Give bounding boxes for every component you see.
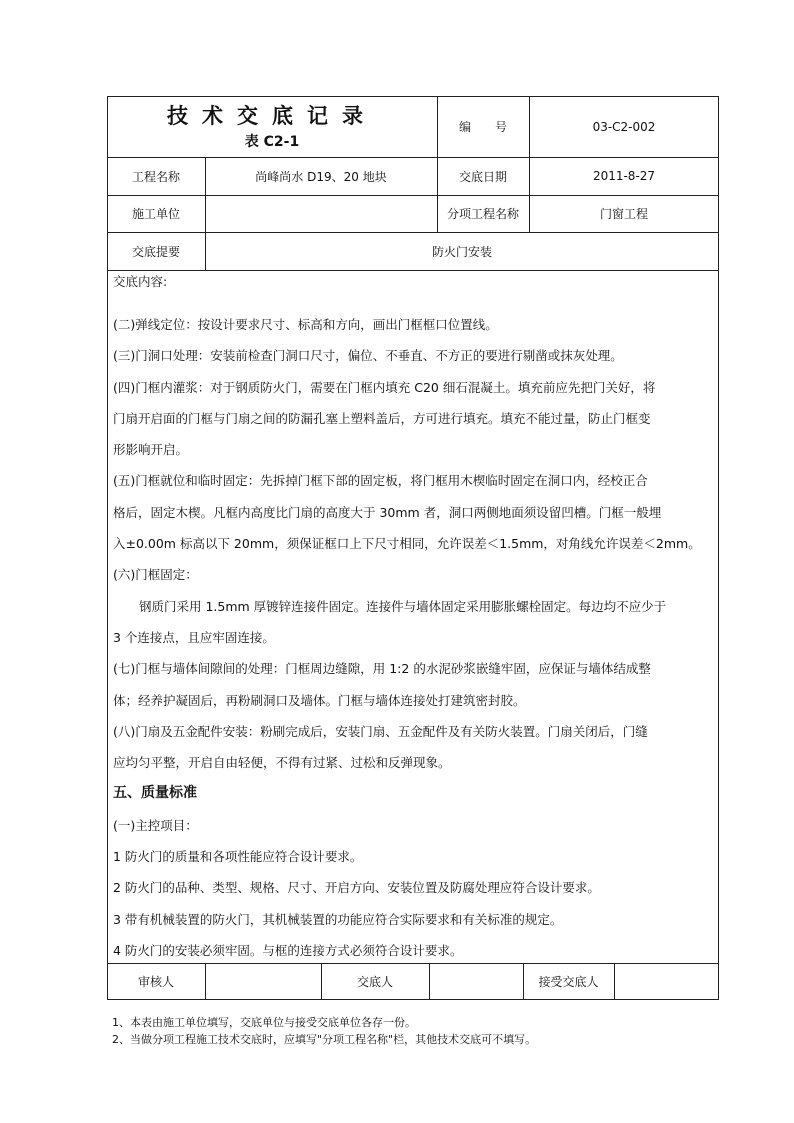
receiver-value bbox=[614, 963, 719, 1000]
form-number: 表 C2-1 bbox=[244, 134, 300, 150]
disclosure-content bbox=[113, 274, 715, 966]
row-divider bbox=[107, 270, 719, 271]
form-title: 技术交底记录 bbox=[167, 103, 377, 128]
content-label: 交底内容: bbox=[113, 274, 168, 289]
summary-label: 交底提要 bbox=[131, 244, 180, 259]
sub-project-label: 分项工程名称 bbox=[446, 207, 519, 221]
reviewer-value bbox=[205, 963, 321, 1000]
content-line: (四)门框内灌浆：对于钢质防火门，需要在门框内填充 C20 细石混凝土。填充前应先把门关好，将 bbox=[113, 379, 656, 395]
content-line: (六)门框固定： bbox=[113, 567, 198, 583]
summary-value: 防火门安装 bbox=[431, 244, 492, 259]
code-value: 03-C2-002 bbox=[592, 119, 656, 134]
footnotes bbox=[112, 1014, 536, 1048]
project-name-label: 工程名称 bbox=[131, 169, 180, 184]
code-label: 编 号 bbox=[458, 120, 507, 134]
content-line: 形影响开启。 bbox=[113, 442, 189, 458]
discloser-label: 交底人 bbox=[356, 975, 393, 989]
content-line: (八)门扇及五金配件安装：粉刷完成后，安装门扇、五金配件及有关防火装置。门扇关闭后，门缝 bbox=[113, 723, 648, 739]
content-line: 门扇开启面的门框与门扇之间的防漏孔塞上塑料盖后，方可进行填充。填充不能过量，防止门框变 bbox=[113, 410, 651, 426]
date-value: 2011-8-27 bbox=[592, 169, 656, 183]
content-line: 3 个连接点，且应牢固连接。 bbox=[113, 629, 275, 645]
reviewer-label: 审核人 bbox=[137, 975, 174, 989]
content-line: 1 防火门的质量和各项性能应符合设计要求。 bbox=[113, 849, 363, 865]
content-line: 4 防火门的安装必须牢固。与框的连接方式必须符合设计要求。 bbox=[113, 942, 463, 958]
content-line: 钢质门采用 1.5mm 厚镀锌连接件固定。连接件与墙体固定采用膨胀螺栓固定。每边均不应少于 bbox=[139, 598, 667, 614]
content-line: (三)门洞口处理：安装前检查门洞口尺寸，偏位、不垂直、不方正的要进行剔凿或抹灰处理。 bbox=[113, 348, 623, 364]
project-name-value: 尚峰尚水 D19、20 地块 bbox=[255, 169, 387, 184]
content-line: 体；经养护凝固后，再粉刷洞口及墙体。门框与墙体连接处打建筑密封胶。 bbox=[113, 692, 526, 708]
contractor-label: 施工单位 bbox=[131, 207, 180, 221]
content-line: (七)门框与墙体间隙间的处理：门框周边缝隙，用 1:2 的水泥砂浆嵌缝牢固，应保证与墙体结成整 bbox=[113, 661, 651, 677]
receiver-label: 接受交底人 bbox=[538, 975, 599, 989]
section-heading: 五、质量标准 bbox=[113, 785, 197, 802]
content-line: 3 带有机械装置的防火门，其机械装置的功能应符合实际要求和有关标准的规定。 bbox=[113, 911, 563, 927]
content-line: 2 防火门的品种、类型、规格、尺寸、开启方向、安装位置及防腐处理应符合设计要求。 bbox=[113, 880, 600, 896]
footnote: 2、当做分项工程施工技术交底时，应填写"分项工程名称"栏，其他技术交底可不填写。 bbox=[112, 1033, 537, 1046]
date-label: 交底日期 bbox=[458, 169, 507, 184]
content-line: 应均匀平整，开启自由轻便，不得有过紧、过松和反弹现象。 bbox=[113, 755, 451, 771]
discloser-value bbox=[429, 963, 523, 1000]
sub-project-value: 门窗工程 bbox=[599, 207, 648, 221]
content-line: 格后，固定木楔。凡框内高度比门扇的高度大于 30mm 者，洞口两侧地面须设留凹槽。门框一般埋 bbox=[113, 504, 662, 520]
content-line: (五)门框就位和临时固定：先拆掉门框下部的固定板，将门框用木楔临时固定在洞口内，经校正合 bbox=[113, 473, 648, 489]
content-line: (一)主控项目： bbox=[113, 817, 198, 833]
content-line: 入±0.00m 标高以下 20mm，须保证框口上下尺寸相同，允许误差＜1.5mm，对角线允许误差＜2mm。 bbox=[113, 536, 701, 552]
content-line: (二)弹线定位：按设计要求尺寸、标高和方向，画出门框框口位置线。 bbox=[113, 317, 498, 332]
footnote: 1、本表由施工单位填写，交底单位与接受交底单位各存一份。 bbox=[112, 1016, 416, 1029]
contractor-value bbox=[205, 195, 437, 232]
